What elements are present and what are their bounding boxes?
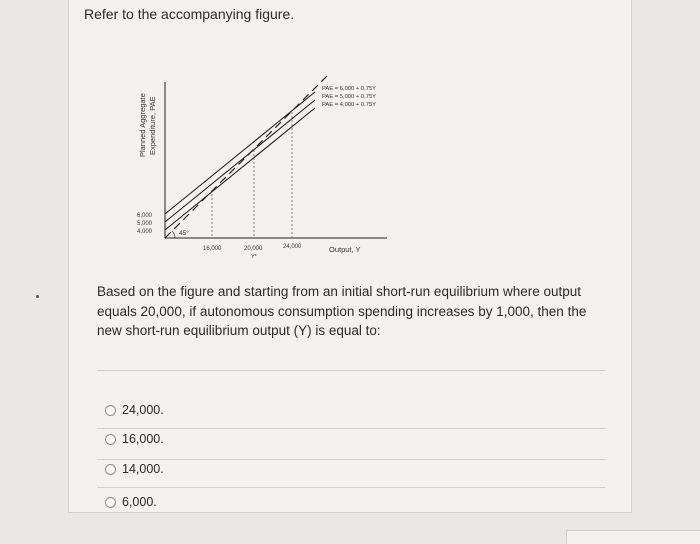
separator-2 xyxy=(97,428,605,429)
pae-line-4000 xyxy=(165,108,315,230)
keynesian-cross-diagram xyxy=(129,62,419,272)
y-axis-label-line2: Expenditure, PAE xyxy=(148,96,157,155)
stray-dot xyxy=(36,295,39,298)
option-14000[interactable] xyxy=(105,462,164,476)
legend-pae-6000: PAE = 6,000 + 0.75Y xyxy=(322,86,377,92)
radio-button[interactable] xyxy=(105,464,116,475)
option-label: 24,000. xyxy=(122,403,164,417)
separator-4 xyxy=(97,487,605,488)
option-24000[interactable] xyxy=(105,403,164,417)
x-tick-24000: 24,000 xyxy=(283,244,302,250)
legend-pae-5000: PAE = 5,000 + 0.75Y xyxy=(322,94,377,100)
y-tick-4000: 4,000 xyxy=(137,229,153,235)
x-tick-16000: 16,000 xyxy=(203,246,222,252)
x-axis-label: Output, Y xyxy=(329,245,361,254)
prompt-text: Refer to the accompanying figure. xyxy=(84,6,295,22)
x-tick-sub: Y* xyxy=(251,254,257,260)
angle-label: 45° xyxy=(179,230,189,237)
y-axis-label-line1: Planned Aggregate xyxy=(138,93,147,157)
pae-line-6000 xyxy=(165,92,315,214)
option-6000[interactable] xyxy=(105,495,157,509)
y-tick-5000: 5,000 xyxy=(137,221,153,227)
question-text: Based on the figure and starting from an initial short-run equilibrium where output equals 20,000, if autonomous consumption spending increases by 1,000, then the new short-run equilibrium output (Y) is equal to: xyxy=(97,284,587,338)
radio-button[interactable] xyxy=(105,497,116,508)
x-tick-20000: 20,000 xyxy=(244,246,263,252)
figure xyxy=(129,62,419,272)
option-label: 6,000. xyxy=(122,495,157,509)
y-tick-6000: 6,000 xyxy=(137,213,153,219)
option-label: 16,000. xyxy=(122,432,164,446)
next-card-edge xyxy=(566,530,700,544)
separator-3 xyxy=(97,459,605,460)
option-16000[interactable] xyxy=(105,432,164,446)
radio-button[interactable] xyxy=(105,405,116,416)
separator-1 xyxy=(97,370,605,371)
radio-button[interactable] xyxy=(105,434,116,445)
angle-arc xyxy=(172,231,175,238)
pae-line-5000 xyxy=(165,100,315,222)
option-label: 14,000. xyxy=(122,462,164,476)
question-card xyxy=(68,0,632,513)
legend-pae-4000: PAE = 4,000 + 0.75Y xyxy=(322,102,377,108)
